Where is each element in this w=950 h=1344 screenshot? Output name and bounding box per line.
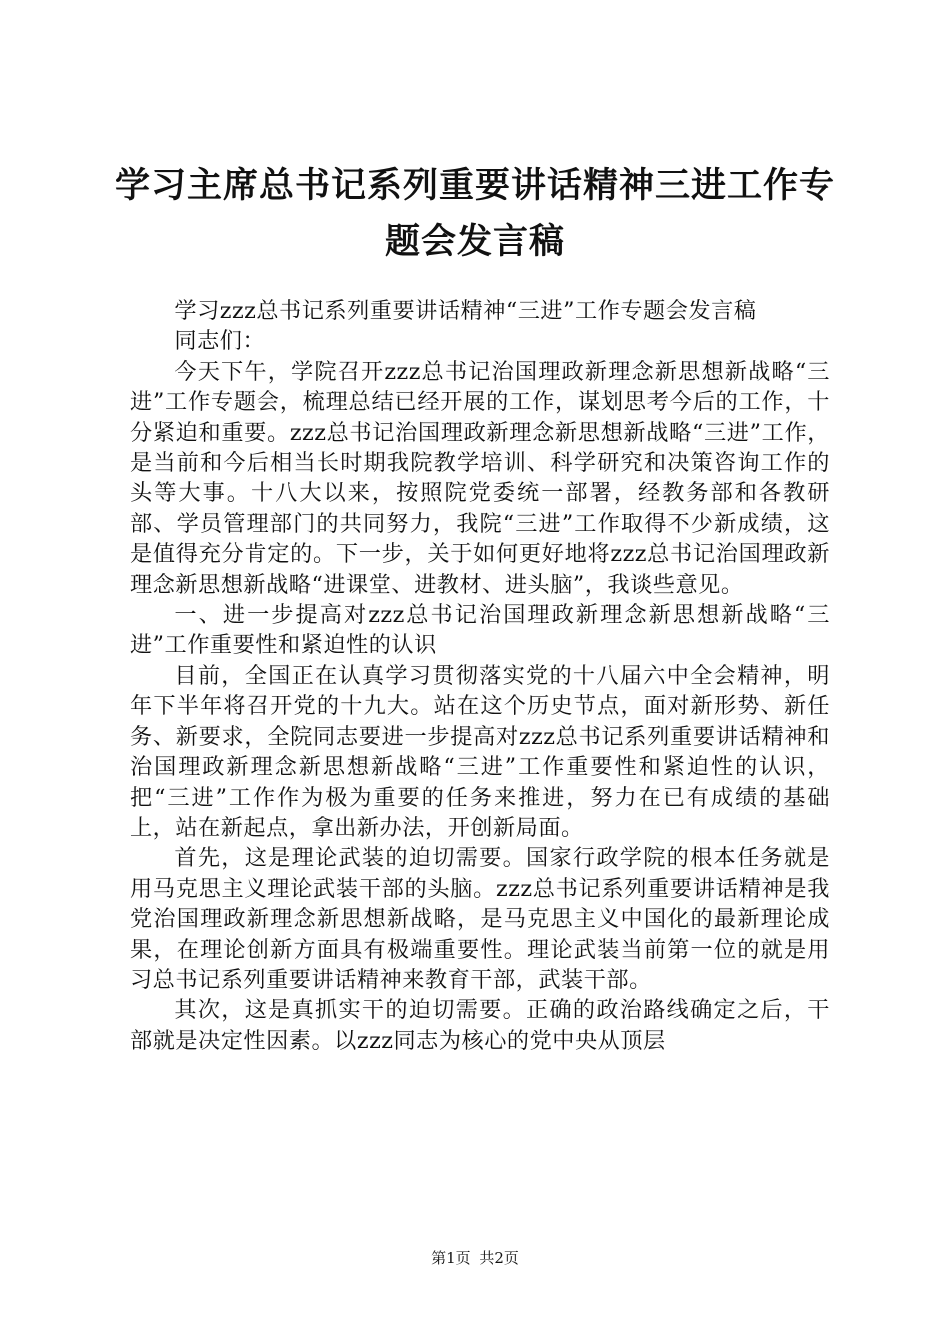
page-footer (0, 1248, 950, 1268)
page-number-total: 共2页 (479, 1249, 519, 1267)
subtitle-paragraph: 学习zzz总书记系列重要讲话精神“三进”工作专题会发言稿 (174, 298, 757, 324)
document-title (110, 158, 840, 270)
section-heading-paragraph: 一、进一步提高对zzz总书记治国理政新理念新思想新战略“三进”工作重要性和紧迫性的认识 (130, 602, 830, 659)
document-title-line-2: 题会发言稿 (384, 222, 565, 262)
body-paragraph: 首先，这是理论武装的迫切需要。国家行政学院的根本任务就是用马克思主义理论武装干部的头脑。zzz总书记系列重要讲话精神是我党治国理政新理念新思想新战略，是马克思主义中国化的最新理论成果，在理论创新方面具有极端重要性。理论武装当前第一位的就是用习总书记系列重要讲话精神来教育干部，武装干部。 (130, 845, 830, 993)
body-paragraph: 目前，全国正在认真学习贯彻落实党的十八届六中全会精神，明年下半年将召开党的十九大。站在这个历史节点，面对新形势、新任务、新要求，全院同志要进一步提高对zzz总书记系列重要讲话精神和治国理政新理念新思想新战略“三进”工作重要性和紧迫性的认识，把“三进”工作作为极为重要的任务来推进，努力在已有成绩的基础上，站在新起点，拿出新办法，开创新局面。 (130, 662, 830, 841)
page-number-current: 第1页 (431, 1249, 471, 1267)
salutation-paragraph: 同志们： (174, 328, 266, 355)
body-paragraph: 其次，这是真抓实干的迫切需要。正确的政治路线确定之后，干部就是决定性因素。以zzz同志为核心的党中央从顶层 (130, 997, 830, 1054)
document-title-line-1: 学习主席总书记系列重要讲话精神三进工作专 (114, 166, 835, 206)
document-body (130, 296, 830, 1056)
body-paragraph: 今天下午，学院召开zzz总书记治国理政新理念新思想新战略“三进”工作专题会，梳理总结已经开展的工作，谋划思考今后的工作，十分紧迫和重要。zzz总书记治国理政新理念新思想新战略“三进”工作，是当前和今后相当长时期我院教学培训、科学研究和决策咨询工作的头等大事。十八大以来，按照院党委统一部署，经教务部和各教研部、学员管理部门的共同努力，我院“三进”工作取得不少新成绩，这是值得充分肯定的。下一步，关于如何更好地将zzz总书记治国理政新理念新思想新战略“进课堂、进教材、进头脑”，我谈些意见。 (130, 358, 830, 598)
